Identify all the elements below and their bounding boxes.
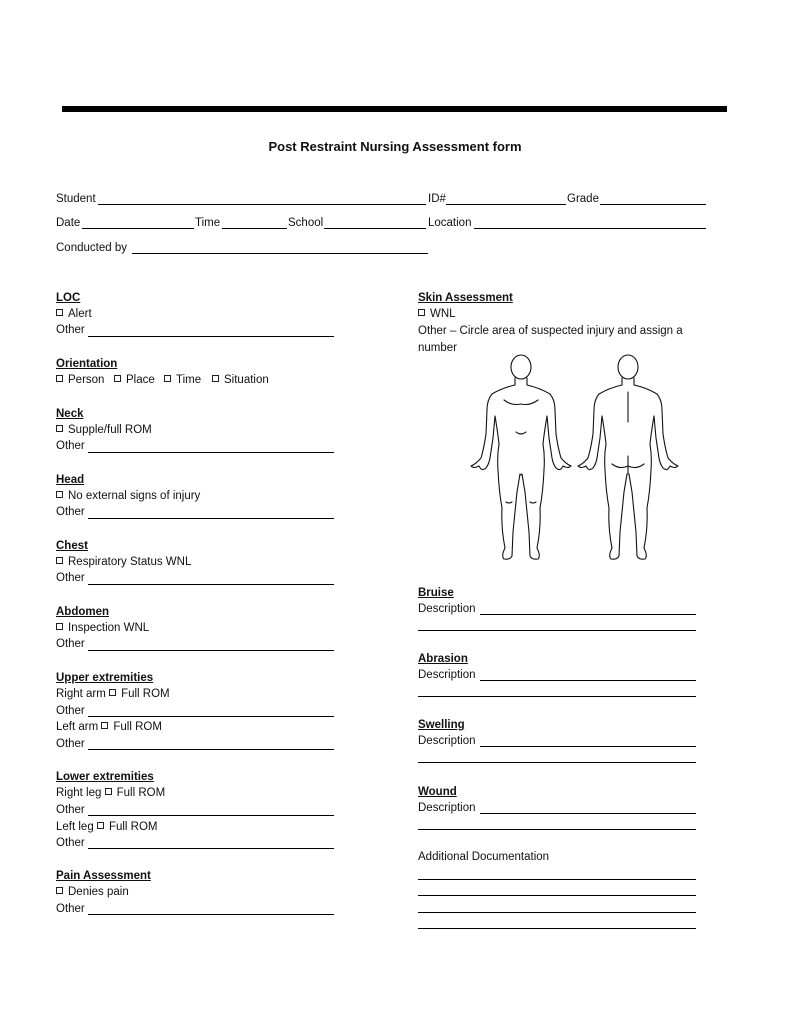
right-leg-option-label: Full ROM (116, 787, 166, 799)
swelling-description-label: Description (418, 735, 476, 747)
checkbox-icon[interactable] (105, 788, 112, 795)
orientation-person-label: Person (68, 374, 105, 386)
lower-other2-label: Other (56, 837, 85, 849)
skin-other-instructions: Other – Circle area of suspected injury and assign a number (418, 325, 683, 354)
abrasion-description-line2[interactable] (418, 696, 696, 697)
additional-line-2[interactable] (418, 895, 696, 896)
bruise-description-field[interactable] (480, 614, 696, 615)
right-leg-row (56, 786, 165, 800)
swelling-heading: Swelling (418, 719, 465, 731)
pain-other-field[interactable] (88, 914, 334, 915)
date-field[interactable] (82, 228, 194, 229)
orientation-place-label: Place (126, 374, 155, 386)
right-leg-label: Right leg (56, 787, 102, 799)
head-option-label: No external signs of injury (68, 490, 201, 502)
date-label: Date (56, 217, 81, 229)
student-label: Student (56, 193, 96, 205)
bruise-description-label: Description (418, 603, 476, 615)
swelling-description-line2[interactable] (418, 762, 696, 763)
checkbox-icon[interactable] (212, 375, 219, 382)
upper-other1-field[interactable] (88, 716, 334, 717)
chest-other-label: Other (56, 572, 85, 584)
checkbox-icon[interactable] (56, 491, 63, 498)
upper-other2-field[interactable] (88, 749, 334, 750)
lower-extremities-heading: Lower extremities (56, 771, 154, 783)
head-heading: Head (56, 474, 85, 486)
abdomen-option[interactable] (56, 621, 149, 635)
checkbox-icon[interactable] (97, 822, 104, 829)
wound-heading: Wound (418, 786, 457, 798)
checkbox-icon[interactable] (164, 375, 171, 382)
loc-other-label: Other (56, 324, 85, 336)
abdomen-other-label: Other (56, 638, 85, 650)
pain-option-label: Denies pain (68, 886, 129, 898)
orientation-time-label: Time (176, 374, 202, 386)
lower-other2-field[interactable] (88, 848, 334, 849)
right-arm-row (56, 687, 170, 701)
neck-heading: Neck (56, 408, 84, 420)
right-arm-option-label: Full ROM (121, 688, 170, 700)
neck-other-field[interactable] (88, 452, 334, 453)
lower-other1-field[interactable] (88, 815, 334, 816)
time-field[interactable] (222, 228, 287, 229)
upper-extremities-heading: Upper extremities (56, 672, 154, 684)
abrasion-description-field[interactable] (480, 680, 696, 681)
top-rule (62, 106, 727, 112)
pain-other-label: Other (56, 903, 85, 915)
checkbox-icon[interactable] (56, 375, 63, 382)
chest-option-label: Respiratory Status WNL (68, 556, 192, 568)
checkbox-icon[interactable] (56, 425, 63, 432)
orientation-place-option[interactable] (114, 373, 155, 387)
id-field[interactable] (446, 204, 566, 205)
head-other-label: Other (56, 506, 85, 518)
abdomen-heading: Abdomen (56, 606, 110, 618)
school-label: School (288, 217, 324, 229)
abrasion-description-label: Description (418, 669, 476, 681)
additional-line-4[interactable] (418, 928, 696, 929)
additional-line-1[interactable] (418, 879, 696, 880)
chest-option[interactable] (56, 555, 191, 569)
neck-other-label: Other (56, 440, 85, 452)
upper-other2-label: Other (56, 738, 85, 750)
human-body-front-back-icon[interactable] (468, 352, 684, 566)
left-leg-option-label: Full ROM (108, 821, 158, 833)
neck-option-label: Supple/full ROM (68, 424, 152, 436)
wound-description-label: Description (418, 802, 476, 814)
grade-field[interactable] (600, 204, 706, 205)
bruise-description-line2[interactable] (418, 630, 696, 631)
skin-assessment-heading: Skin Assessment (418, 292, 513, 304)
conducted-by-field[interactable] (132, 253, 428, 254)
orientation-time-option[interactable] (164, 373, 201, 387)
form-title: Post Restraint Nursing Assessment form (268, 139, 522, 154)
pain-option[interactable] (56, 885, 129, 899)
wound-description-field[interactable] (480, 813, 696, 814)
abrasion-heading: Abrasion (418, 653, 468, 665)
bruise-heading: Bruise (418, 587, 454, 599)
checkbox-icon[interactable] (56, 887, 63, 894)
abdomen-option-label: Inspection WNL (68, 622, 150, 634)
additional-documentation-label: Additional Documentation (418, 851, 550, 863)
wound-description-line2[interactable] (418, 829, 696, 830)
orientation-situation-label: Situation (224, 374, 269, 386)
head-option[interactable] (56, 489, 200, 503)
head-other-field[interactable] (88, 518, 334, 519)
loc-alert-label: Alert (68, 308, 92, 320)
right-arm-label: Right arm (56, 688, 106, 700)
checkbox-icon[interactable] (56, 623, 63, 630)
school-field[interactable] (324, 228, 426, 229)
additional-line-3[interactable] (418, 912, 696, 913)
loc-other-field[interactable] (88, 336, 334, 337)
student-field[interactable] (98, 204, 426, 205)
left-leg-label: Left leg (56, 821, 94, 833)
checkbox-icon[interactable] (56, 309, 63, 316)
checkbox-icon[interactable] (101, 722, 108, 729)
time-label: Time (195, 217, 221, 229)
location-field[interactable] (474, 228, 706, 229)
left-arm-option-label: Full ROM (113, 721, 162, 733)
checkbox-icon[interactable] (56, 557, 63, 564)
chest-heading: Chest (56, 540, 88, 552)
swelling-description-field[interactable] (480, 746, 696, 747)
orientation-heading: Orientation (56, 358, 118, 370)
conducted-by-label: Conducted by (56, 242, 127, 254)
checkbox-icon[interactable] (418, 309, 425, 316)
id-label: ID# (428, 193, 446, 205)
left-arm-label: Left arm (56, 721, 99, 733)
orientation-situation-option[interactable] (212, 373, 269, 387)
loc-alert-option[interactable] (56, 307, 92, 321)
loc-heading: LOC (56, 292, 81, 304)
left-leg-row (56, 820, 158, 834)
skin-wnl-option[interactable] (418, 307, 456, 321)
pain-assessment-heading: Pain Assessment (56, 870, 151, 882)
lower-other1-label: Other (56, 804, 85, 816)
abdomen-other-field[interactable] (88, 650, 334, 651)
grade-label: Grade (567, 193, 599, 205)
checkbox-icon[interactable] (114, 375, 121, 382)
checkbox-icon[interactable] (109, 689, 116, 696)
chest-other-field[interactable] (88, 584, 334, 585)
skin-wnl-label: WNL (430, 308, 456, 320)
neck-option[interactable] (56, 423, 152, 437)
location-label: Location (428, 217, 472, 229)
upper-other1-label: Other (56, 705, 85, 717)
left-arm-row (56, 720, 162, 734)
orientation-person-option[interactable] (56, 373, 104, 387)
